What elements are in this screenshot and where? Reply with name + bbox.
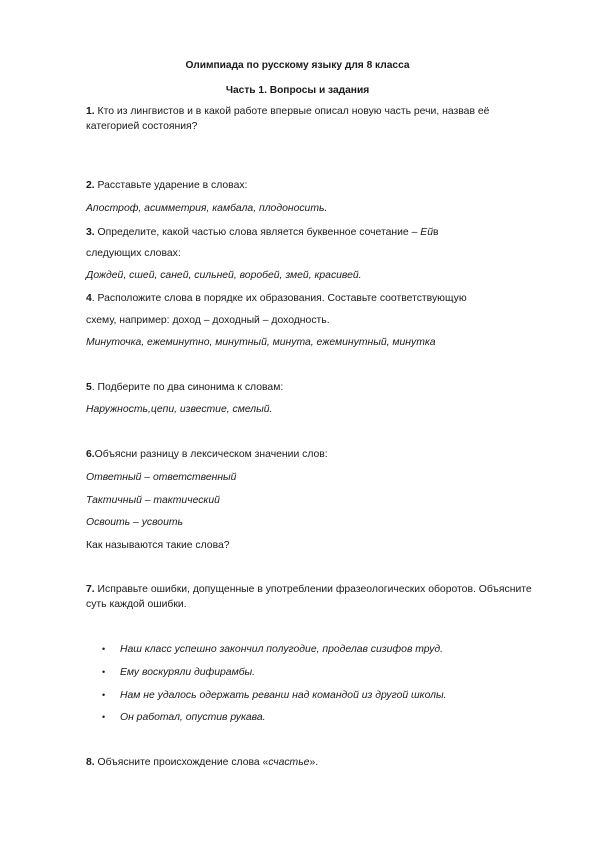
- question-2-words: Апостроф, асимметрия, камбала, плодоносить.: [86, 203, 328, 214]
- question-4-words: Минуточка, ежеминутно, минутный, минута, ежеминутный, минутка: [86, 337, 436, 348]
- question-6: [86, 448, 328, 461]
- question-1: [86, 105, 489, 118]
- bullet-icon: •: [102, 644, 106, 654]
- bullet-icon: •: [102, 690, 106, 700]
- question-number: 8.: [86, 757, 95, 768]
- question-2: [86, 179, 247, 192]
- question-text: Объясните происхождение слова «: [94, 757, 269, 768]
- list-item: Наш класс успешно закончил полугодие, проделав сизифов труд.: [120, 644, 444, 655]
- question-3: [86, 226, 439, 239]
- document-title: Олимпиада по русскому языку для 8 класса: [185, 60, 410, 71]
- list-item: Он работал, опустив рукава.: [120, 712, 266, 723]
- question-8: [86, 756, 318, 769]
- list-item: Нам не удалось одержать реванш над командой из другой школы.: [120, 690, 447, 701]
- question-number: 4: [86, 293, 92, 304]
- question-4-continuation: схему, например: доход – доходный – доходность.: [86, 315, 330, 326]
- question-3-continuation: следующих словах:: [86, 248, 181, 259]
- question-6-followup: Как называются такие слова?: [86, 540, 230, 551]
- bullet-icon: •: [102, 667, 106, 677]
- question-text: Исправьте ошибки, допущенные в употреблении фразеологических оборотов. Объясните: [94, 584, 532, 595]
- question-4: [86, 292, 467, 305]
- question-text: Определите, какой частью слова является буквенное сочетание –: [94, 227, 421, 238]
- word-pair-3: Освоить – усвоить: [86, 517, 183, 528]
- bullet-icon: •: [102, 712, 106, 722]
- question-text: Расставьте ударение в словах:: [94, 180, 248, 191]
- question-text-tail: ».: [309, 757, 319, 768]
- word-pair-1: Ответный – ответственный: [86, 472, 237, 483]
- question-number: 3.: [86, 227, 95, 238]
- question-5-words: Наружность,цепи, известие, смелый.: [86, 404, 273, 415]
- question-number: 1.: [86, 106, 95, 117]
- question-number: 5: [86, 382, 92, 393]
- question-number: 6.: [86, 449, 95, 460]
- question-7: [86, 583, 532, 596]
- question-text: . Расположите слова в порядке их образования. Составьте соответствующую: [91, 293, 467, 304]
- question-number: 7.: [86, 584, 95, 595]
- question-3-words: Дождей, сшей, саней, сильней, воробей, змей, красивей.: [86, 270, 362, 281]
- list-item: Ему воскуряли дифирамбы.: [120, 667, 256, 678]
- question-7-continuation: суть каждой ошибки.: [86, 599, 187, 610]
- word-pair-2: Тактичный – тактический: [86, 495, 220, 506]
- question-text: . Подберите по два синонима к словам:: [91, 382, 284, 393]
- question-text: Объясни разницу в лексическом значении слов:: [94, 449, 328, 460]
- question-text: Кто из лингвистов и в какой работе впервые описал новую часть речи, назвав её: [94, 106, 490, 117]
- question-number: 2.: [86, 180, 95, 191]
- question-5: [86, 381, 283, 394]
- part-heading: Часть 1. Вопросы и задания: [225, 85, 370, 96]
- letter-combination: Ей: [420, 227, 433, 238]
- target-word: счастье: [268, 757, 310, 768]
- question-1-continuation: категорией состояния?: [86, 121, 198, 132]
- question-text-tail: в: [432, 227, 439, 238]
